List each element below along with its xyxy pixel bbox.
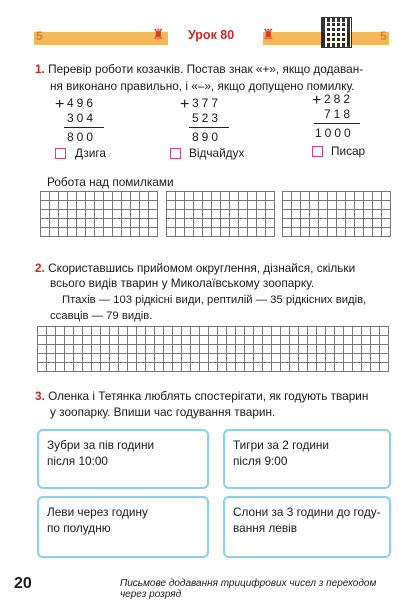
box-line1: Зубри за пів години	[47, 438, 155, 452]
answer-checkbox[interactable]	[55, 148, 66, 159]
errors-label: Робота над помилками	[47, 175, 174, 189]
addend-b: 304	[67, 111, 97, 125]
task2-line3: Птахів — 103 рідкісні види, рептилій — 35 рідкісних видів,	[62, 294, 367, 306]
box-line1: Леви через годину	[47, 505, 148, 519]
sum-line	[189, 127, 229, 128]
checker-name: Дзига	[75, 146, 106, 160]
error-grid-1[interactable]	[40, 191, 158, 237]
feeding-box-tigers[interactable]	[223, 429, 391, 489]
answer-checkbox[interactable]	[170, 148, 181, 159]
task2-line1: Скориставшись прийомом округлення, дізнайся, скільки	[48, 261, 356, 275]
box-line1: Слони за 3 години до году-	[233, 505, 381, 519]
task3-line2: у зоопарку. Впиши час годування тварин.	[50, 405, 276, 419]
checker-name: Відчайдух	[189, 146, 245, 160]
feeding-box-elephants[interactable]	[223, 496, 391, 558]
task1-number: 1.	[35, 62, 45, 76]
box-line2: після 10:00	[47, 454, 108, 468]
error-grid-3[interactable]	[282, 191, 391, 237]
sum: 800	[67, 130, 97, 144]
sum: 1000	[315, 126, 354, 140]
addend-a: 377	[192, 96, 222, 110]
addend-a: 282	[324, 92, 354, 106]
task3-number: 3.	[35, 389, 45, 403]
task3-line1: Оленка і Тетянка люблять спостерігати, як годують тварин	[48, 389, 369, 403]
box-line2: вання левів	[233, 521, 297, 535]
qr-code-pattern	[326, 22, 347, 43]
page-number: 20	[14, 575, 32, 592]
addend-b: 718	[324, 107, 354, 121]
sum-line	[314, 123, 360, 124]
box-line1: Тигри за 2 години	[233, 438, 330, 452]
plus-sign: +	[55, 96, 65, 113]
box-line2: після 9:00	[233, 454, 288, 468]
error-grid-2[interactable]	[166, 191, 275, 237]
feeding-box-bison[interactable]	[37, 429, 209, 489]
task1-line1: Перевір роботи козачків. Постав знак «+», якщо додаван-	[48, 62, 364, 76]
task2-number: 2.	[35, 261, 45, 275]
plus-sign: +	[312, 92, 322, 109]
task2-line4: ссавців — 79 видів.	[50, 310, 153, 322]
box-line2: по полудню	[47, 521, 111, 535]
answer-grid[interactable]	[37, 326, 389, 372]
bell-icon-right: ♜	[262, 26, 275, 42]
sum: 890	[192, 130, 222, 144]
task1-text-line1	[35, 62, 363, 77]
corner-number-right: 5	[380, 29, 387, 43]
task3-text-line1	[35, 389, 368, 404]
plus-sign: +	[180, 96, 190, 113]
sum-line	[64, 127, 104, 128]
addend-b: 523	[192, 111, 222, 125]
answer-checkbox[interactable]	[312, 146, 323, 157]
task2-text-line1	[35, 261, 355, 276]
addend-a: 496	[67, 96, 97, 110]
feeding-box-lions[interactable]	[37, 496, 209, 558]
corner-number-left: 5	[36, 29, 43, 43]
checker-name: Писар	[331, 144, 366, 158]
task2-line2: всього видів тварин у Миколаївському зоопарку.	[50, 276, 315, 290]
lesson-title: Урок 80	[188, 28, 235, 42]
bell-icon-left: ♜	[152, 26, 165, 42]
footer-topic: Письмове додавання трицифрових чисел з переходом через розряд	[120, 578, 377, 600]
task1-text-line2: ня виконано правильно, і «–», якщо допущено помилку.	[50, 79, 355, 93]
